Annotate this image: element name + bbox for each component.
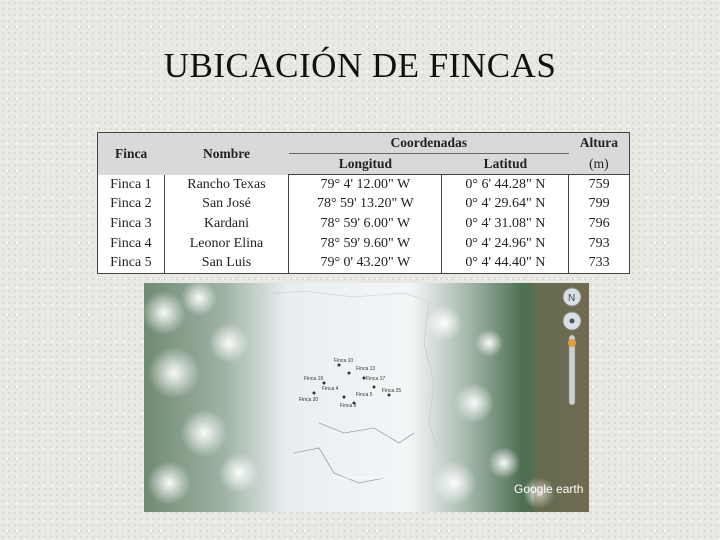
cell-longitud: 79° 4' 12.00" W	[289, 175, 442, 195]
header-finca: Finca	[98, 133, 165, 175]
cell-finca: Finca 3	[98, 214, 165, 234]
cell-finca: Finca 5	[98, 253, 165, 273]
google-earth-logo: Google earth	[514, 482, 584, 496]
fincas-table	[97, 132, 630, 274]
map-label-finca-17: Finca 17	[366, 376, 386, 382]
map-label-finca-10: Finca 10	[334, 358, 354, 364]
cell-latitud: 0° 4' 24.96" N	[442, 234, 569, 254]
cell-latitud: 0° 4' 31.08" N	[442, 214, 569, 234]
cell-latitud: 0° 4' 29.64" N	[442, 195, 569, 215]
map-label-finca-25: Finca 25	[382, 388, 402, 394]
header-nombre: Nombre	[164, 133, 288, 175]
table-row	[98, 214, 630, 234]
cell-longitud: 79° 0' 43.20" W	[289, 253, 442, 273]
cell-finca: Finca 4	[98, 234, 165, 254]
map-label-finca-5: Finca 5	[356, 392, 373, 398]
cell-finca: Finca 2	[98, 195, 165, 215]
cell-nombre: San José	[164, 195, 288, 215]
cell-latitud: 0° 4' 44.40" N	[442, 253, 569, 273]
cell-altura: 759	[569, 175, 630, 195]
svg-text:N: N	[568, 293, 576, 304]
cell-latitud: 0° 6' 44.28" N	[442, 175, 569, 195]
map-label-finca-9: Finca 9	[340, 403, 357, 409]
header-latitud: Latitud	[442, 154, 569, 175]
table-row	[98, 234, 630, 254]
map-label-finca-4: Finca 4	[322, 386, 339, 392]
cell-longitud: 78° 59' 6.00" W	[289, 214, 442, 234]
cell-finca: Finca 1	[98, 175, 165, 195]
header-altura-unit: (m)	[569, 154, 630, 175]
table-row	[98, 175, 630, 195]
table-row	[98, 195, 630, 215]
cell-longitud: 78° 59' 13.20" W	[289, 195, 442, 215]
header-coordenadas: Coordenadas	[289, 133, 569, 154]
table-row	[98, 253, 630, 273]
cell-altura: 733	[569, 253, 630, 273]
header-longitud: Longitud	[289, 154, 442, 175]
slide-title: UBICACIÓN DE FINCAS	[163, 46, 557, 85]
cell-nombre: Leonor Elina	[164, 234, 288, 254]
satellite-map-image	[144, 283, 589, 512]
map-label-finca-13: Finca 13	[356, 366, 376, 372]
cell-altura: 796	[569, 214, 630, 234]
map-label-finca-20: Finca 20	[299, 397, 319, 403]
satellite-map[interactable]	[144, 283, 589, 512]
map-credits: Image U.S. Geological Survey	[334, 475, 388, 480]
header-altura: Altura	[569, 133, 630, 154]
cell-nombre: San Luis	[164, 253, 288, 273]
cell-nombre: Rancho Texas	[164, 175, 288, 195]
cell-altura: 793	[569, 234, 630, 254]
cell-longitud: 78° 59' 9.60" W	[289, 234, 442, 254]
cell-altura: 799	[569, 195, 630, 215]
cell-nombre: Kardani	[164, 214, 288, 234]
map-label-finca-19: Finca 19	[304, 376, 324, 382]
